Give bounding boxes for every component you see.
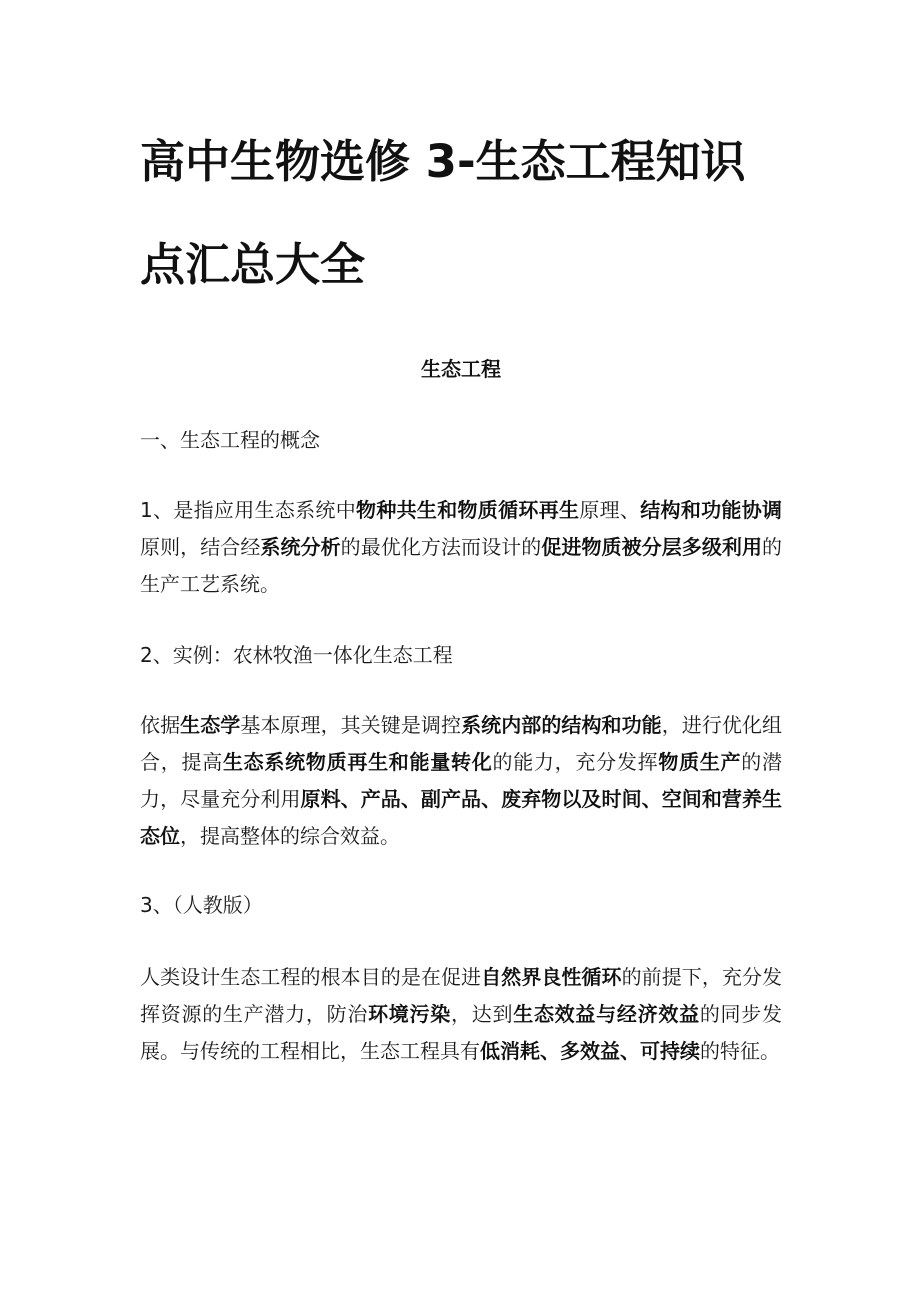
text-run: 依据 [140,713,181,737]
text-run: ，提高整体的综合效益。 [180,824,400,848]
text-run: 原则，结合经 [140,535,261,559]
emphasis-text: 生态效益与经济效益 [513,1002,700,1026]
text-run: 1、是指应用生态系统中 [140,498,357,522]
emphasis-text: 低消耗、多效益、可持续 [480,1039,700,1063]
text-run: 基本原理，其关键是调控 [240,713,462,737]
item-1-paragraph [140,492,782,603]
emphasis-text: 促进物质被分层多级利用 [541,535,763,559]
text-run: 原理、 [579,498,641,522]
text-run: 的同步发展。与传统的工程相比，生态工程具有 [140,1002,783,1063]
section-heading: 一、生态工程的概念 [140,428,320,452]
text-run: ，达到 [451,1002,514,1026]
text-run: 的前提下，充分发挥资源的生产潜力，防治 [140,965,783,1026]
emphasis-text: 生态学 [180,713,241,737]
item-3-heading: 3、（人教版） [140,893,263,917]
emphasis-text: 环境污染 [368,1002,452,1026]
emphasis-text: 生态系统物质再生和能量转化 [222,750,493,774]
emphasis-text: 自然界良性循环 [481,965,622,989]
text-run: 的特征。 [700,1039,780,1063]
chapter-heading: 生态工程 [421,357,501,381]
item-2-paragraph [140,707,782,855]
item-2-heading: 2、实例：农林牧渔一体化生态工程 [140,643,453,667]
emphasis-text: 原料、产品、副产品、废弃物以及时间、空间和营养生态位 [140,787,783,848]
document-page [140,0,782,1070]
item-3-paragraph [140,959,782,1070]
text-run: 的能力，充分发挥 [492,750,659,774]
text-run: 的潜力，尽量充分利用 [140,750,783,811]
text-run: 的生产工艺系统。 [140,535,783,596]
text-run: 的最优化方法而设计的 [340,535,542,559]
emphasis-text: 结构和功能协调 [640,498,783,522]
emphasis-text: 物种共生和物质循环再生 [356,498,580,522]
emphasis-text: 系统分析 [260,535,341,559]
text-run: ，进行优化组合，提高 [140,713,783,774]
document-title: 高中生物选修 3-生态工程知识点汇总大全 [140,135,746,291]
emphasis-text: 系统内部的结构和功能 [461,713,662,737]
text-run: 人类设计生态工程的根本目的是在促进 [140,965,482,989]
emphasis-text: 物质生产 [658,750,742,774]
